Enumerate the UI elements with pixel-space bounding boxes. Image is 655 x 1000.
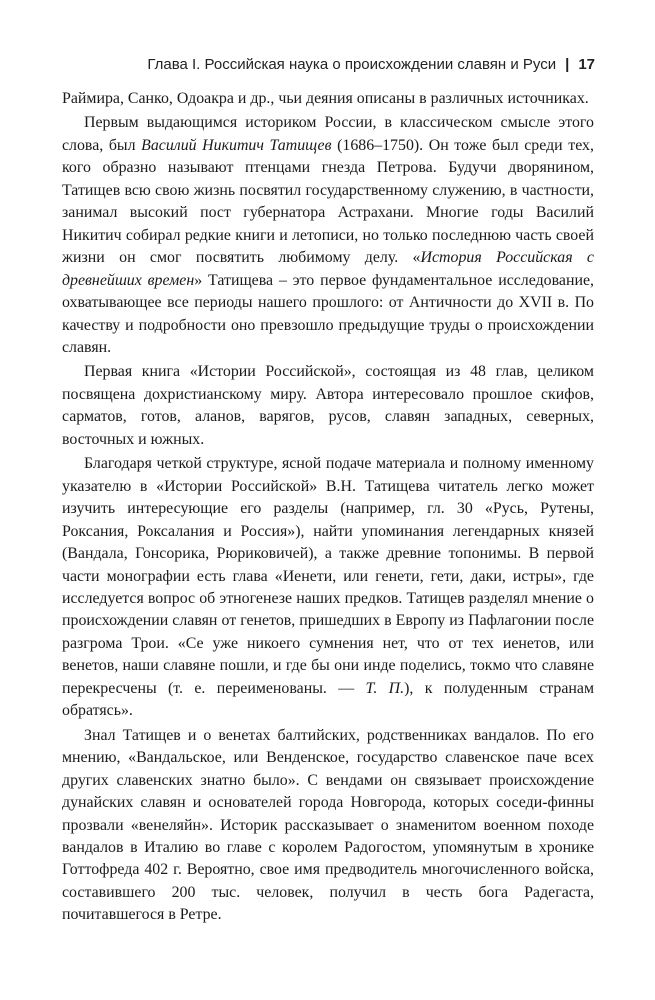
author-initials: Т. П. — [365, 679, 405, 697]
author-name: Василий Никитич Татищев — [141, 136, 332, 154]
running-header — [147, 56, 595, 73]
text-segment: Благодаря четкой структуре, ясной подаче материала и полному именному указателю в «Истории Российской» В.Н. Татищева читатель легко может изучить интересующие его разделы (например, гл. 30 «Русь, Рутены, Роксания, Роксалания и Россия»), найти упоминания легендарных князей (Вандала, Гонсорика, Рюриковичей), а также древние топонимы. В первой части монографии есть глава «Иенети, или генети, гети, даки, истры», где исследуется вопрос об этногенезе наших предков. Татищев разделял мнение о происхождении славян от генетов, пришедших в Европу из Пафлагонии после разгрома Трои. «Се уже никоего сумнения нет, что от тех иенетов, или венетов, наши славяне пошли, и где бы они инде поделись, токмо что славяне перекресчены (т. е. переименованы. — — [62, 455, 594, 697]
text-segment: ), к полуденным странам обратясь». — [62, 679, 594, 720]
text-segment: Первым выдающимся историком России, в классическом смысле этого слова, был — [62, 114, 594, 154]
paragraph — [62, 453, 594, 722]
paragraph — [62, 725, 594, 927]
body-text — [62, 88, 594, 927]
paragraph — [62, 112, 594, 359]
text-segment: » Татищева – это первое фундаментальное исследование, охватывающее все периоды нашего прошлого: от Античности до XVII в. По качеству и подробности оно превзошло предыдущие труды о происхождении славян. — [62, 271, 594, 356]
page-number: 17 — [578, 56, 595, 73]
book-title: История Российская с древнейших времен — [62, 249, 594, 289]
paragraph — [62, 88, 594, 110]
paragraph — [62, 361, 594, 451]
text-segment: Первая книга «Истории Российской», состоящая из 48 глав, целиком посвящена дохристианскому миру. Автора интересовало прошлое скифов, сарматов, готов, аланов, варягов, русов, славян западных, северных, восточных и южных. — [62, 363, 594, 448]
header-separator: | — [565, 56, 570, 73]
text-segment: Раймира, Санко, Одоакра и др., чьи деяния описаны в различных источниках. — [62, 90, 589, 107]
text-segment: (1686–1750). Он тоже был среди тех, кого образно называют птенцами гнезда Петрова. Будучи дворянином, Татищев всю свою жизнь посвятил государственному служению, в частности, занимал высокий пост губернатора Астрахани. Многие годы Василий Никитич собирал редкие книги и летописи, но только последнюю часть своей жизни он смог посвятить любимому делу. « — [62, 136, 594, 267]
chapter-title: Глава I. Российская наука о происхождении славян и Руси — [147, 56, 557, 73]
text-segment: Знал Татищев и о венетах балтийских, родственниках вандалов. По его мнению, «Вандальское, или Венденское, государство славенское паче всех других славенских знатно было». С вендами он связывает происхождение дунайских славян и основателей города Новгорода, которых соседи-финны прозвали «венеляйн». Историк рассказывает о знаменитом военном походе вандалов в Италию во главе с королем Радогостом, упомянутым в хронике Готтофреда 402 г. Вероятно, свое имя предводитель многочисленного войска, составившего 200 тыс. человек, получил в честь бога Радегаста, почитавшегося в Ретре. — [62, 726, 594, 924]
